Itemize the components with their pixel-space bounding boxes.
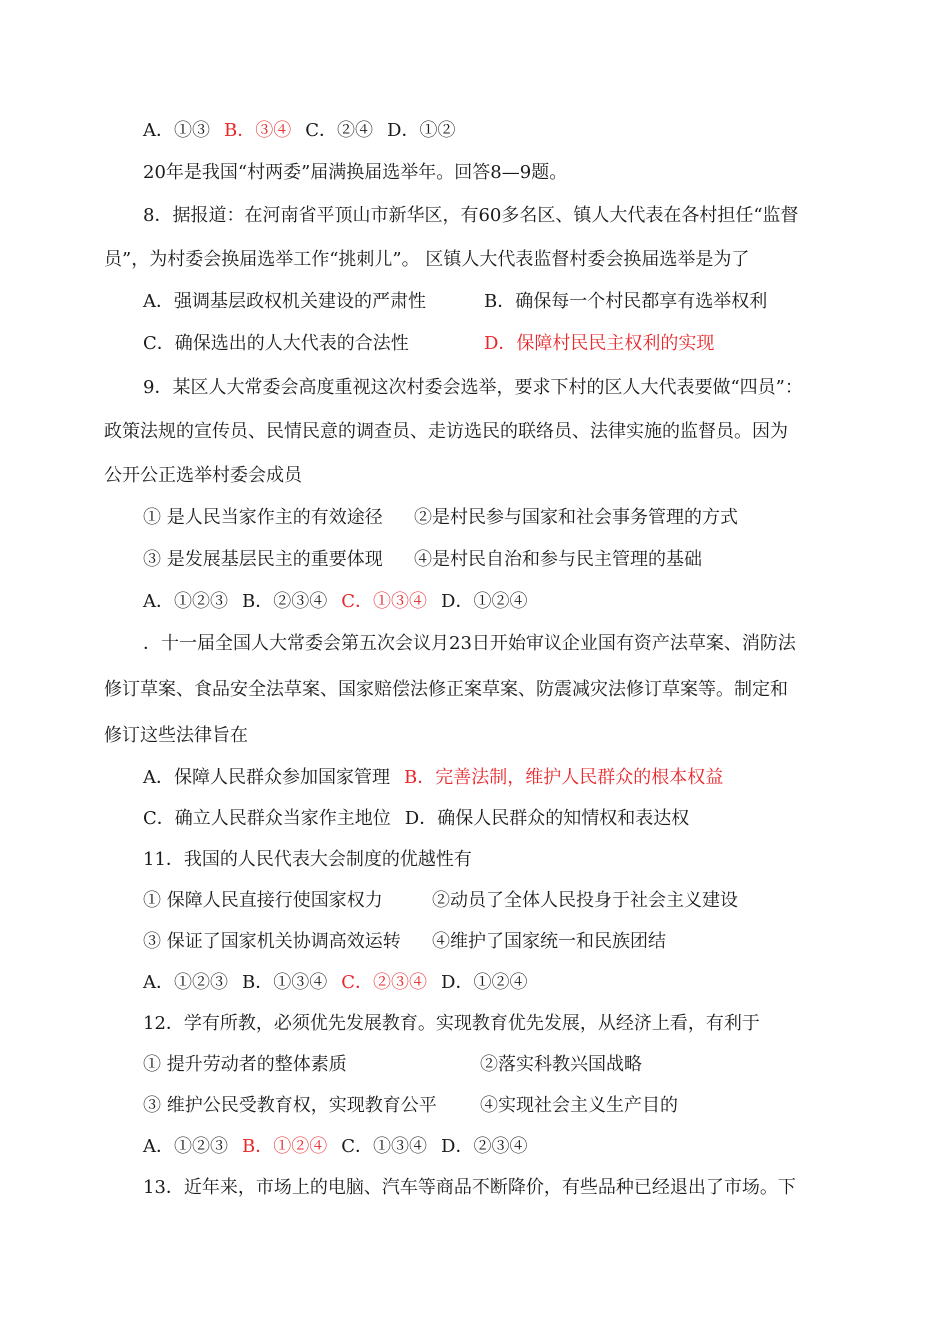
q12-options [143,1134,527,1160]
q11-item-3: ③ 保证了国家机关协调高效运转 [143,931,401,952]
q12-item-4: ④实现社会主义生产目的 [480,1095,678,1116]
q8-option-a: A．强调基层政权机关建设的严肃性 [143,291,426,312]
q9-item-3: ③ 是发展基层民主的重要体现 [143,549,383,570]
q9-item-1: ① 是人民当家作主的有效途径 [143,507,383,528]
q12-item-3: ③ 维护公民受教育权，实现教育公平 [143,1095,437,1116]
q8-option-b: B．确保每一个村民都享有选举权利 [484,291,768,312]
q10-stem-line-3: 修订这些法律旨在 [104,725,248,746]
q11-option-a: A．①②③ [143,972,228,993]
q11-item-1: ① 保障人民直接行使国家权力 [143,890,383,911]
q8-stem-line-2: 员”，为村委会换届选举工作“挑刺儿”。 区镇人大代表监督村委会换届选举是为了 [104,249,750,270]
section-intro: 20年是我国“村两委”届满换届选举年。回答8—9题。 [143,162,568,183]
q10-options-row-1 [143,765,723,791]
q12-item-1: ① 提升劳动者的整体素质 [143,1054,347,1075]
q11-stem: 11．我国的人民代表大会制度的优越性有 [143,849,472,870]
q9-item-4: ④是村民自治和参与民主管理的基础 [414,549,702,570]
q9-option-a: A．①②③ [143,591,228,612]
q9-item-2: ②是村民参与国家和社会事务管理的方式 [414,507,738,528]
q11-options [143,970,527,996]
q10-option-b: B．完善法制，维护人民群众的根本权益 [404,767,724,788]
q9-stem-line-1: 9．某区人大常委会高度重视这次村委会选举，要求下村的区人大代表要做“四员”： [143,377,803,398]
q11-option-b: B．①③④ [242,972,328,993]
q7-option-b: B．③④ [224,120,292,141]
q9-options [143,589,527,615]
q10-option-d: D．确保人民群众的知情权和表达权 [404,808,690,829]
q11-item-2: ②动员了全体人民投身于社会主义建设 [432,890,738,911]
q12-option-a: A．①②③ [143,1136,228,1157]
q10-options-row-2 [143,806,689,832]
q12-option-c: C．①③④ [341,1136,428,1157]
q8-option-c: C．确保选出的人大代表的合法性 [143,333,409,354]
q9-option-c: C．①③④ [341,591,428,612]
q12-option-d: D．②③④ [441,1136,528,1157]
q9-stem-line-3: 公开公正选举村委会成员 [104,465,302,486]
q12-item-2: ②落实科教兴国战略 [480,1054,642,1075]
q12-stem: 12．学有所教，必须优先发展教育。实现教育优先发展，从经济上看，有利于 [143,1013,760,1034]
q9-stem-line-2: 政策法规的宣传员、民情民意的调查员、走访选民的联络员、法律实施的监督员。因为 [104,421,788,442]
q7-option-d: D．①② [387,120,456,141]
q13-stem-line-1: 13．近年来，市场上的电脑、汽车等商品不断降价，有些品种已经退出了市场。下 [143,1177,796,1198]
q9-option-b: B．②③④ [242,591,328,612]
q11-option-c: C．②③④ [341,972,428,993]
q10-stem-line-1: ．十一届全国人大常委会第五次会议月23日开始审议企业国有资产法草案、消防法 [143,633,796,654]
q10-stem-line-2: 修订草案、食品安全法草案、国家赔偿法修正案草案、防震减灾法修订草案等。制定和 [104,679,788,700]
q7-option-c: C．②④ [305,120,374,141]
q7-option-a: A．①③ [143,120,210,141]
q10-option-c: C．确立人民群众当家作主地位 [143,808,391,829]
q10-option-a: A．保障人民群众参加国家管理 [143,767,390,788]
q7-options [143,118,455,144]
q8-stem-line-1: 8．据报道：在河南省平顶山市新华区，有60多名区、镇人大代表在各村担任“监督 [143,205,799,226]
q9-option-d: D．①②④ [441,591,528,612]
q12-option-b: B．①②④ [242,1136,328,1157]
q11-option-d: D．①②④ [441,972,528,993]
q8-option-d: D．保障村民民主权利的实现 [484,333,715,354]
q11-item-4: ④维护了国家统一和民族团结 [432,931,666,952]
